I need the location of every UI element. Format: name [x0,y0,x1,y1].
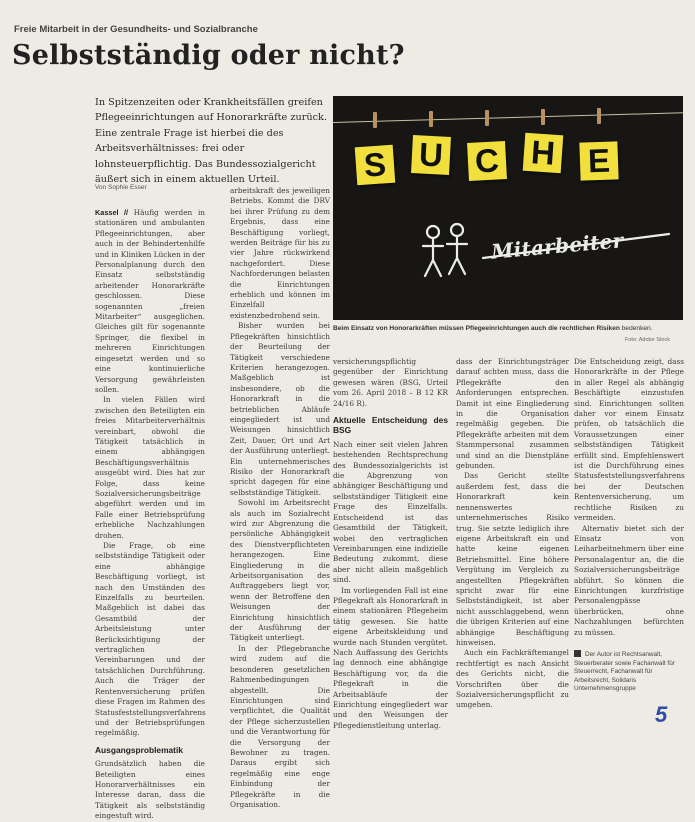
paragraph: Auch ein Fachkräftemangel rechtfertigt es nach Ansicht des Gerichts nicht, die Vorschriften über die Sozialversicherungspflicht zu umgehen. [456,648,569,710]
paragraph: Das Gericht stellte außerdem fest, dass die Honorarkraft kein nennenswertes unternehmerisches Risiko trug. Sie setzte lediglich ihre eigene Arbeitskraft ein und hatte keine eigenen Betriebsmittel. Eine höhere Vergütung im Vergleich zu angestellten Pflegekräften spricht zwar für eine Selbstständigkeit, ist aber nicht ausschlaggebend, wenn die übrigen Kriterien auf eine abhängige Beschäftigung hinweisen. [456,471,569,647]
clothespin [429,111,433,127]
letter-tile: C [467,141,507,181]
paragraph: dass der Einrichtungsträger darauf achten muss, dass die Pflegekräfte den Anforderungen entsprechen. Damit ist eine Eingliederung in die Organisation regelmäßig gegeben. Die Pflegekräfte arbeiten mit dem Stammpersonal zusammen und sind an die Dienstpläne gebunden. [456,357,569,471]
text-column-5 [574,357,684,637]
text-column-4 [456,357,569,732]
dateline: Kassel // [95,208,129,217]
photo-caption [333,324,683,333]
paragraph: Sowohl im Arbeitsrecht als auch im Sozialrecht wird zur Abgrenzung die persönliche Abhängigkeit des Dienstverpflichteten herangezogen. Eine Eingliederung in die Arbeitsorganisation des Auftraggebers liegt vor, wenn der Betroffene den Weisungen der Einrichtung hinsichtlich der Ausführung der Tätigkeit unterliegt. [230,498,330,643]
paragraph [95,208,205,395]
byline: Von Sophie Esser [95,184,147,191]
paragraph: In der Pflegebranche wird zudem auf die besonderen gesetzlichen Rahmenbedingungen abgestellt. Die Einrichtungen sind verpflichtet, die Qualität der Pflege sicherzustellen und die Verantwortung für die Versorgung der Bewohner zu tragen. Daraus ergibt sich regelmäßig eine enge Einbindung der Pflegekräfte in die Organisation. [230,643,330,809]
clothespin [485,110,489,126]
headline: Selbstständig oder nicht? [12,40,405,71]
subheading: Ausgangsproblematik [95,744,183,755]
author-text: Der Autor ist Rechtsanwalt, Steuerberater sowie Fachanwalt für Steuerrecht, Fachanwalt für Arbeitsrecht, Solidaris Unternehmensgruppe [574,651,675,693]
caption-rest: bedenken. [621,325,653,332]
letter-tile: H [523,133,564,174]
paragraph: versicherungspflichtig gegenüber der Einrichtung gewesen wären (BSG, Urteil vom 26. April 2018 – B 12 KR 24/16 R). [333,357,448,408]
page-number: 5 [655,702,668,727]
kicker: Freie Mitarbeit in der Gesundheits- und Sozialbranche [14,24,258,35]
paragraph-text: Häufig werden in stationären und ambulanten Pflegeeinrichtungen, aber auch in der Behindertenhilfe und in Kliniken Lücken in der Personalplanung durch den Einsatz selbstständig arbeitender Honorarkräfte geschlossen. Diese sogenannten „freien Mitarbeiter“ ausgeglichen. Gleiches gilt für sogenannte Springer, die flexibel in mehreren Einrichtungen eingesetzt werden und so eine kontinuierliche Versorgung gewährleisten sollen. [95,208,205,394]
text-column-1 [95,208,206,821]
paragraph: Alternativ bietet sich der Einsatz von Leiharbeitnehmern über eine Personalagentur an, die die Sozialversicherungsbeiträge abführt. So können die Einrichtungen kurzfristige Personalengpässe überbrücken, ohne Nachzahlungen befürchten zu müssen. [574,523,684,637]
letter-tile: E [579,141,618,180]
text-column-3 [333,357,448,732]
letter-tile: S [355,145,396,186]
square-bullet-icon [574,650,581,657]
clothespin [373,112,377,128]
paragraph: Grundsätzlich haben die Beteiligten eines Honorarverhältnisses ein Interesse daran, dass die Tätigkeit als selbstständig eingestuft wird. [95,759,205,821]
paragraph: Die Entscheidung zeigt, dass Honorarkräfte in der Pflege in aller Regel als abhängig Beschäftigte einzustufen sind. Einrichtungen sollten daher vor einem Einsatz prüfen, ob tatsächlich die Voraussetzungen einer selbstständigen Tätigkeit erfüllt sind. Empfehlenswert ist die Durchführung eines Statusfeststellungsverfahrens bei der Deutschen Rentenversicherung, um rechtliche Risiken zu vermeiden. [574,357,685,523]
paragraph: Nach einer seit vielen Jahren bestehenden Rechtsprechung des Bundessozialgerichts ist die Abgrenzung von abhängiger Beschäftigung und selbstständiger Tätigkeit eine Frage des Einzelfalls. Entscheidend ist das Gesamtbild der Tätigkeit, wobei den vertraglichen Vereinbarungen eine indizielle Bedeutung zukommt, diese aber nicht allein maßgeblich sind. [333,439,448,585]
author-note [574,650,686,694]
letter-tile: U [411,135,451,175]
lead-paragraph: In Spitzenzeiten oder Krankheitsfällen greifen Pflegeeinrichtungen auf Honorarkräfte zurück. Eine zentrale Frage ist hierbei die des Arbeitsverhältnisses: frei oder lohnsteuerpflichtig. Das Bundessozialgericht äußert sich in einem aktuellen Urteil. [95,97,327,186]
clothesline [333,112,683,123]
paragraph: Die Frage, ob eine selbstständige Tätigkeit oder eine abhängige Beschäftigung vorliegt, ist nach den Umständen des Einzelfalls zu beurteilen. Maßgeblich ist dabei das Gesamtbild der Arbeitsleistung unter Berücksichtigung der vertraglichen Vereinbarungen und der tatsächlichen Durchführung. Auch die Träger der Rentenversicherung prüfen diese Fragen im Rahmen des Statusfeststellungsverfahrens und der Betriebsprüfungen regelmäßig. [95,541,206,738]
text-column-2 [230,186,330,809]
subheading: Aktuelle Entscheidung des BSG [333,415,448,436]
paragraph: Im vorliegenden Fall ist eine Pflegekraft als Honorarkraft in einem stationären Pflegeheim tätig gewesen. Sie hatte eigene Arbeitskleidung und wurde nach Stunden vergütet. Nach Auffassung des Gerichts lag dennoch eine abhängige Beschäftigung vor, da die Pflegekraft in die Arbeitsabläufe der Einrichtung eingegliedert war und den Weisungen der Pflegedienstleitung unterlag. [333,585,448,730]
clothespin [541,109,545,125]
paragraph: In vielen Fällen wird zwischen den Beteiligten ein freies Mitarbeiterverhältnis vereinbart, obwohl die Tätigkeit tatsächlich in einem abhängigen Beschäftigungsverhältnis ausgeübt wird. Dies hat zur Folge, dass keine Sozialversicherungsbeiträge abgeführt werden und im Falle einer Betriebsprüfung erhebliche Nachzahlungen drohen. [95,395,205,540]
paragraph: Bisher wurden bei Pflegekräften hinsichtlich der Beurteilung der Tätigkeit verschiedene Kriterien herangezogen. Maßgeblich ist insbesondere, ob die Honorarkraft in die betrieblichen Abläufe eingegliedert ist und Weisungen hinsichtlich Zeit, Dauer, Ort und Art der Ausführung unterliegt. Ein unternehmerisches Risiko der Honorarkraft spricht dagegen für eine selbstständige Tätigkeit. [230,321,330,497]
article-photo [333,96,683,320]
clothespin [597,108,601,124]
chalk-word: Mitarbeiter [490,228,625,264]
caption-bold: Beim Einsatz von Honorarkräften müssen Pflegeeinrichtungen auch die rechtlichen Risiken [333,325,620,332]
paragraph: arbeitskraft des jeweiligen Betriebs. Kommt die DRV bei ihrer Prüfung zu dem Ergebnis, dass eine Beschäftigung vorliegt, werden Beiträge für bis zu vier Jahre rückwirkend nachgefordert. Diese Nachforderungen belasten die Einrichtungen erheblich und können im Einzelfall existenzbedrohend sein. [230,186,330,320]
photo-credit: Foto: Adobe Stock [625,337,670,343]
